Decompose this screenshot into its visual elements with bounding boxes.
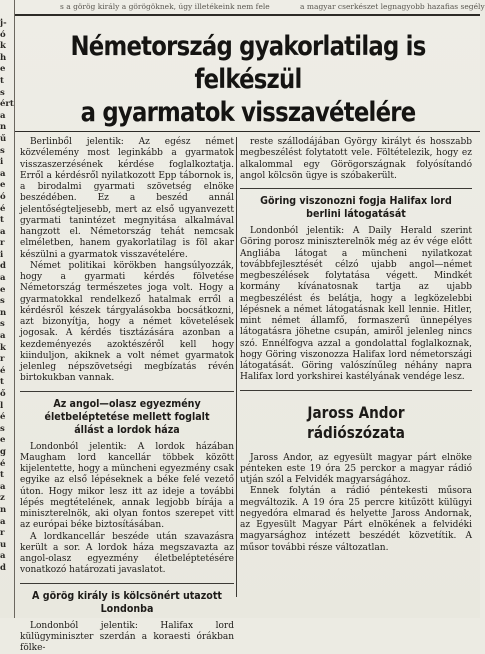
left-margin-fragment: n bbox=[0, 505, 12, 517]
left-margin-fragment: g bbox=[0, 447, 12, 459]
left-margin-fragment: s bbox=[0, 88, 12, 100]
left-margin-fragment: s bbox=[0, 296, 12, 308]
left-margin-fragment: ó bbox=[0, 30, 12, 42]
left-margin-fragment: é bbox=[0, 204, 12, 216]
left-margin-fragment: a bbox=[0, 482, 12, 494]
left-margin-fragment: e bbox=[0, 64, 12, 76]
left-margin-fragment: s bbox=[0, 319, 12, 331]
headline-line-1: Németország gyakorlatilag is felkészül bbox=[50, 30, 446, 96]
left-margin-fragment: ért bbox=[0, 99, 12, 111]
paragraph: A lordkancellár beszéde után szavazásra került a sor. A lordok háza megszavazta az angol-olasz egyezmény életbeléptetésére vonatkozó határozati javaslatot. bbox=[20, 532, 234, 577]
left-margin-fragment: r bbox=[0, 528, 12, 540]
subheadline: Göring viszonozni fogja Halifax lord berlini látogatását bbox=[252, 195, 461, 221]
left-margin-fragment: s bbox=[0, 424, 12, 436]
paragraph: Ennek folytán a rádió péntekesti műsora megváltozik. A 19 óra 25 percre kitűzött külügyi negyedóra elmarad és helyette Jaross Andornak, az Egyesült Magyar Párt elnökének a felvidéki magyarsághoz intézett beszédét közvetítik. A műsor további része változatlan. bbox=[240, 486, 472, 554]
left-margin-fragment: é bbox=[0, 366, 12, 378]
paragraph: reste szállodájában György királyt és hosszabb megbeszélést folytatott vele. Föltételezik, hogy ez alkalommal egy Görögországnak folyósítandó angol kölcsön ügye is szóbakerült. bbox=[240, 137, 472, 182]
top-rule bbox=[15, 14, 480, 16]
paragraph: Londonból jelentik: A lordok házában Maugham lord kancellár többek között kijelentette, hogy a müncheni egyezmény csak egyike az első lépéseknek a béke felé vezető úton. Hogy mikor lesz itt az ideje a további lépés megtételének, annak legjobb bírája a miniszterelnök, aki olyan fontos szerepet vitt az európai béke biztosításában. bbox=[20, 442, 234, 532]
left-margin-fragment: r bbox=[0, 354, 12, 366]
left-margin-fragment: h bbox=[0, 53, 12, 65]
article-column-2 bbox=[240, 137, 472, 554]
top-strip-text-left: s a görög király a görögöknek, úgy illetékeink nem fele bbox=[60, 2, 270, 11]
column-divider-left bbox=[14, 0, 15, 618]
left-margin-fragment: l bbox=[0, 401, 12, 413]
left-margin-fragment: t bbox=[0, 377, 12, 389]
left-margin-fragment: i bbox=[0, 157, 12, 169]
article-column-1 bbox=[20, 137, 234, 654]
left-margin-fragment: t bbox=[0, 215, 12, 227]
left-margin-fragment: n bbox=[0, 308, 12, 320]
left-margin-fragment: a bbox=[0, 169, 12, 181]
left-margin-fragment: n bbox=[0, 122, 12, 134]
left-margin-fragment: u bbox=[0, 540, 12, 552]
top-strip bbox=[0, 0, 480, 14]
headline-line-2: a gyarmatok visszavételére bbox=[50, 96, 446, 129]
left-margin-fragment: é bbox=[0, 459, 12, 471]
left-margin-fragment: a bbox=[0, 551, 12, 563]
left-margin-fragment: ó bbox=[0, 192, 12, 204]
left-margin-fragment: d bbox=[0, 261, 12, 273]
left-margin-fragment: ű bbox=[0, 134, 12, 146]
paragraph: Német politikai körökben hangsúlyozzák, hogy a gyarmati kérdés fölvetése Németország természetes joga volt. Hogy a gyarmatokkal rendelkező hatalmak erről a kérdésről készek tárgyalásokba bocsátkozni, azt bizonyítja, hogy a német követelések jogosak. A kérdés tisztázására azonban a kezdeményezés azoktészéről kell hogy kiinduljon, akiknek a volt német gyarmatok jelenleg népszövetségi megbízatás révén birtokukban vannak. bbox=[20, 261, 234, 385]
separator bbox=[240, 390, 472, 391]
left-margin-fragment: t bbox=[0, 76, 12, 88]
left-margin-fragment: r bbox=[0, 238, 12, 250]
left-margin-fragment: t bbox=[0, 470, 12, 482]
separator bbox=[20, 391, 234, 392]
left-margin-fragment: z bbox=[0, 493, 12, 505]
subheadline-large: Jaross Andor rádiószózata bbox=[257, 403, 454, 443]
paragraph: Londonból jelentik: A Daily Herald szerint Göring porosz miniszterelnök még az év vége előtt Angliába látogat a müncheni nyilatkozat továbbfejlesztését célzó ujabb angol—német megbeszélések folytatása végett. Mindkét kormány kívánatosnak tartja az ujabb megbeszélést és belátja, hogy a legközelebbi lépésnek a német látogatásnak kell lennie. Hitler, mint német államfő, formaszerű ünnepélyes látogatásra jöhetne csupán, amiről jelenleg nincs szó. Ennélfogva azzal a gondolattal foglalkoznak, hogy Göring viszonozza Halifax lord németországi látogatását. Göring valószínűleg néhány napra Halifax lord yorkshirei kastélyának vendége lesz. bbox=[240, 226, 472, 384]
left-margin-fragment: ő bbox=[0, 389, 12, 401]
left-margin-fragment: a bbox=[0, 273, 12, 285]
paragraph: Londonból jelentik: Halifax lord külügyminiszter szerdán a koraesti órákban fölke- bbox=[20, 621, 234, 654]
separator bbox=[240, 188, 472, 189]
left-margin-fragment: d bbox=[0, 563, 12, 575]
left-margin-fragment: a bbox=[0, 227, 12, 239]
left-margin-fragment: a bbox=[0, 517, 12, 529]
left-margin-fragment: é bbox=[0, 412, 12, 424]
left-margin-fragment: j- bbox=[0, 18, 12, 30]
headline bbox=[50, 30, 446, 129]
paragraph: Berlinből jelentik: Az egész német közvélemény most leginkább a gyarmatok visszaszerzésének kérdése foglalkoztatja. Erről a kérdésről nyilatkozott Epp tábornok is, a birodalmi gyarmati szövetség elnöke beszédében. Ez a beszéd annál jelentőségteljesebb, mert az első ugyanvezett gyarmati tanintézet megnyitása alkalmával hangzott el. Németország tehát nemcsak elméletben, hanem gyakorlatilag is föl akar készülni a gyarmatok visszavételére. bbox=[20, 137, 234, 261]
left-margin-fragment: s bbox=[0, 146, 12, 158]
top-strip-text-right: a magyar cserkészet legnagyobb hazafias segély bbox=[300, 2, 485, 11]
column-divider-center bbox=[236, 137, 237, 597]
paragraph: Jaross Andor, az egyesült magyar párt elnöke pénteken este 19 óra 25 perckor a magyar rádió utján szól a Felvidék magyarságához. bbox=[240, 453, 472, 487]
left-margin-fragment: e bbox=[0, 435, 12, 447]
left-margin-fragment: k bbox=[0, 343, 12, 355]
left-margin-fragment: a bbox=[0, 331, 12, 343]
separator bbox=[20, 583, 234, 584]
left-margin-fragment: a bbox=[0, 111, 12, 123]
headline-rule bbox=[15, 131, 480, 132]
left-margin-fragment: k bbox=[0, 41, 12, 53]
subheadline: Az angol—olasz egyezmény életbeléptetése mellett foglalt állást a lordok háza bbox=[31, 398, 224, 437]
subheadline: A görög király is kölcsönért utazott Londonba bbox=[31, 590, 224, 616]
left-margin-fragment: i bbox=[0, 250, 12, 262]
left-margin-fragment: e bbox=[0, 285, 12, 297]
left-margin-column bbox=[0, 18, 12, 618]
left-margin-fragment: e bbox=[0, 180, 12, 192]
